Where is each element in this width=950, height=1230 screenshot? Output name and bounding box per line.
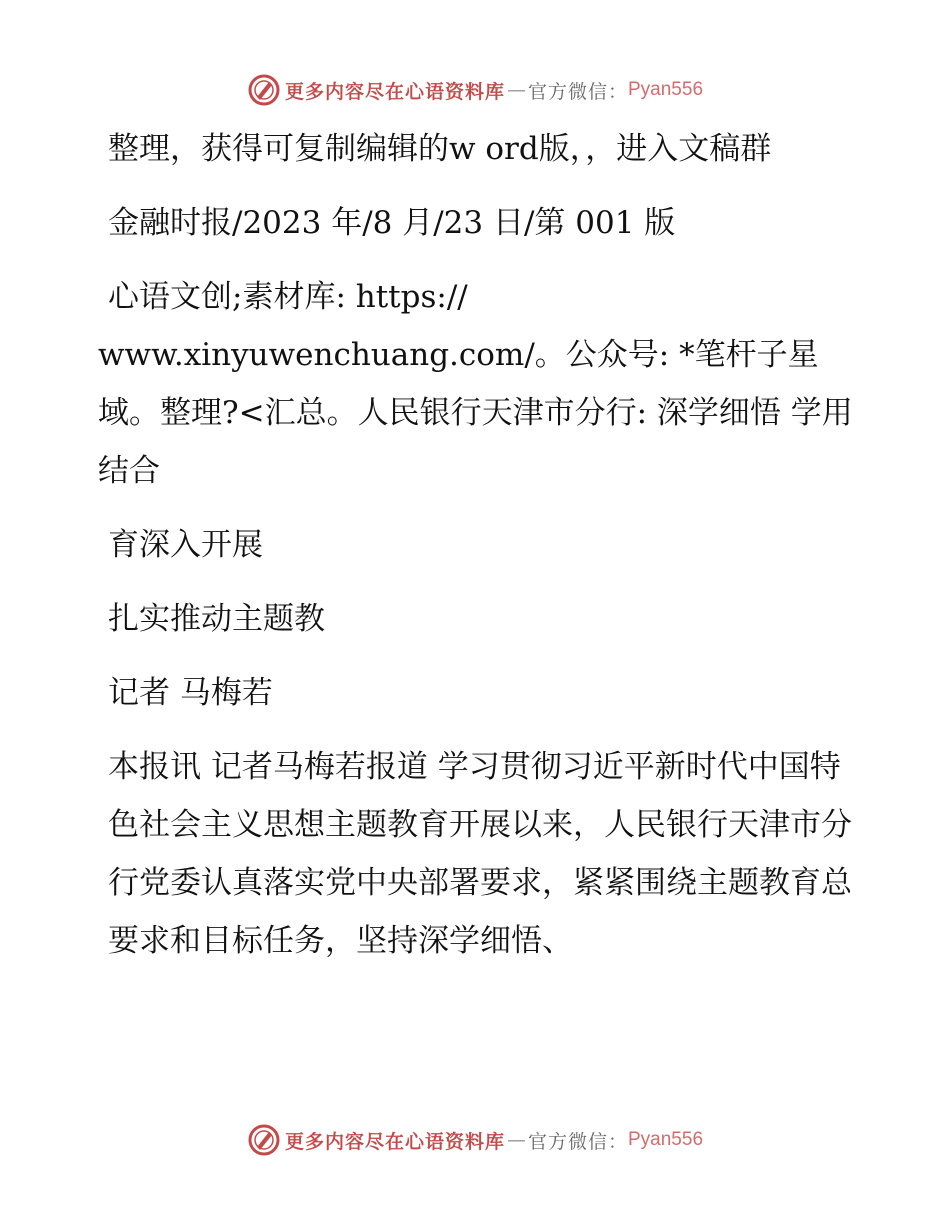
watermark-main-text: 更多内容尽在心语资料库 [284,1130,505,1153]
watermark-official-label: 官方微信： [527,80,628,103]
watermark-official-label: 官方微信： [527,1130,628,1153]
paragraph: 心语文创;素材库: https:// [108,279,468,315]
paragraph: 育深入开展 [108,527,263,563]
pen-circle-logo-icon [247,1123,281,1157]
watermark-dash: — [506,1129,526,1151]
watermark-wechat-id: Pyan556 [628,1129,704,1150]
watermark-main-text: 更多内容尽在心语资料库 [284,80,505,103]
paragraph: 扎实推动主题教 [108,601,325,637]
pen-circle-logo-icon [247,73,281,107]
header-watermark-banner [0,70,950,110]
paragraph: 本报讯 记者马梅若报道 学习贯彻习近平新时代中国特色社会主义思想主题教育开展以来，人民银行天津市分行党委认真落实党中央部署要求，紧紧围绕主题教育总要求和目标任务，坚持深学细悟、 [108,749,852,959]
footer-watermark-banner [0,1120,950,1160]
paragraph: 记者 马梅若 [108,675,273,711]
paragraph: 金融时报/2023 年/8 月/23 日/第 001 版 [108,205,676,241]
document-body [98,120,858,986]
watermark-wechat-id: Pyan556 [628,79,704,100]
paragraph: www.xinyuwenchuang.com/。公众号: *笔杆子星域。整理?<汇总。人民银行天津市分行: 深学细悟 学用结合 [98,337,853,489]
watermark-dash: — [506,79,526,101]
paragraph: 整理，获得可复制编辑的w ord版，，进入文稿群 [108,131,772,167]
